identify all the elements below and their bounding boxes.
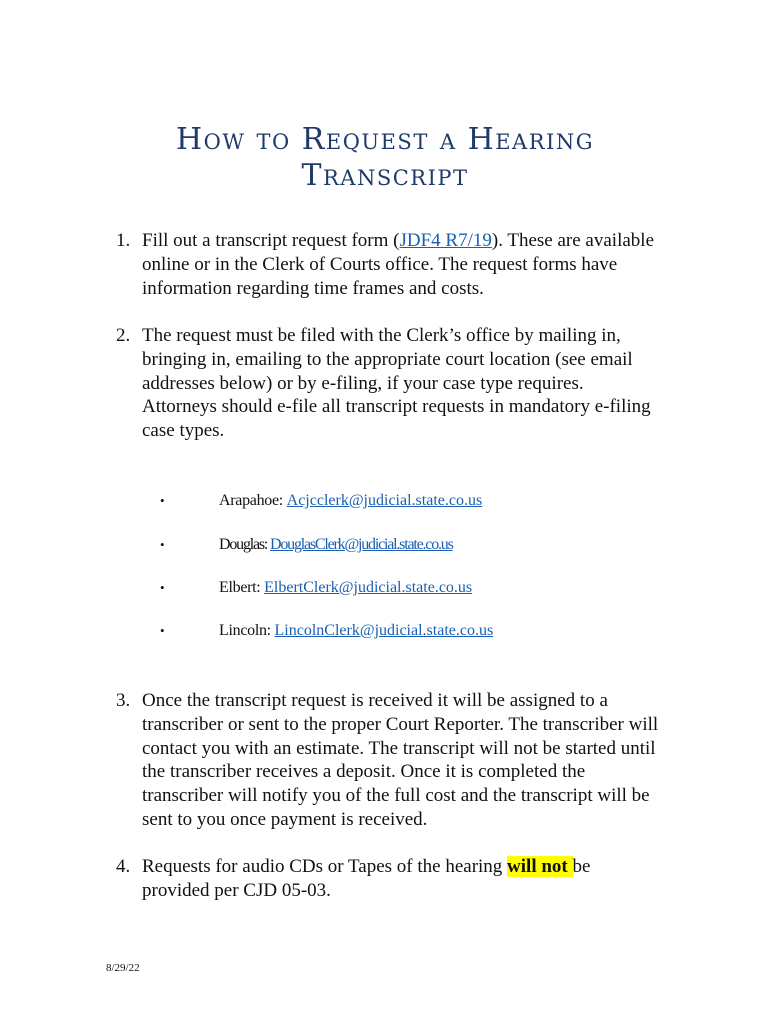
step-1 [116,229,661,300]
email-link[interactable]: LincolnClerk@judicial.state.co.us [274,622,494,639]
email-link[interactable]: Acjcclerk@judicial.state.co.us [286,492,483,509]
step-number: 2. [116,325,131,346]
step-text: Requests for audio CDs or Tapes of the hearing [142,856,508,877]
step-number: 3. [116,690,131,711]
step-2 [116,324,661,443]
title-line-1: How to Request a Hearing [176,122,594,157]
bullet-icon: • [160,580,165,595]
highlighted-text: will not [507,856,573,877]
page-title [0,122,770,194]
bullet-icon: • [160,537,165,552]
county-label: Elbert: [219,579,265,596]
step-4 [116,855,661,903]
county-label: Arapahoe: [219,492,287,509]
step-body [142,855,661,903]
county-label: Lincoln: [219,622,275,639]
step-number: 4. [116,856,131,877]
bullet-icon: • [160,623,165,638]
step-text: Once the transcript request is received it will be assigned to a transcriber or sent to the proper Court Reporter. The transcriber will contact you with an estimate. The transcript will not be started until the transcriber receives a deposit. Once it is completed the transcriber will notify you of the full cost and the transcript will be sent to you once payment is received. [142,690,659,830]
step-number: 1. [116,230,131,251]
title-line-2: Transcript [301,158,469,193]
step-text: ). These are available online or in the Clerk of Courts office. The request forms have information regarding time frames and costs. [142,230,655,299]
jdf4-form-link[interactable]: JDF4 R7/19 [399,230,492,251]
email-link[interactable]: DouglasClerk@judicial.state.co.us [269,536,453,553]
footer-date: 8/29/22 [106,962,140,974]
step-body [142,229,661,300]
step-text: Fill out a transcript request form ( [142,230,400,251]
bullet-icon: • [160,493,165,508]
step-text: The request must be filed with the Clerk’s office by mailing in, bringing in, emailing to the appropriate court location (see email addresses below) or by e-filing, if your case type requires. Attorneys should e-file all transcript requests in mandatory e-filing case types. [142,325,651,442]
county-label: Douglas: [219,536,270,553]
step-3 [116,689,661,832]
email-link[interactable]: ElbertClerk@judicial.state.co.us [264,579,473,596]
step-text: be provided per CJD 05-03. [142,856,591,901]
